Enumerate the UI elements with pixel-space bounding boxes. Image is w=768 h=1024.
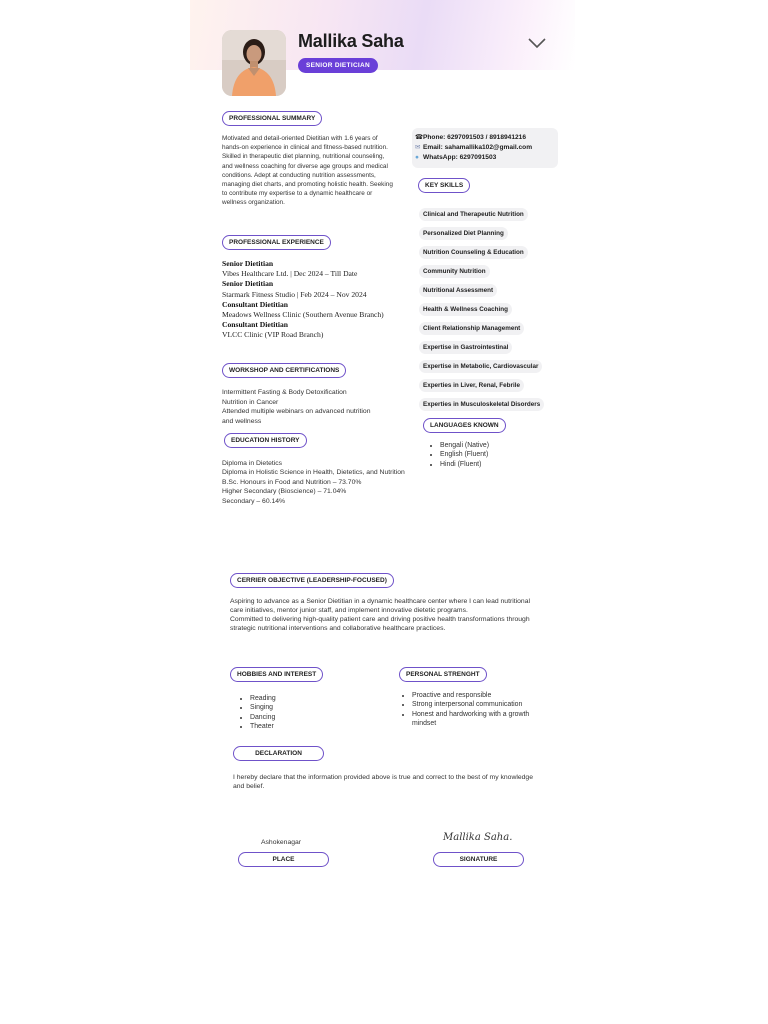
skill-label: Personalized Diet Planning: [419, 227, 508, 240]
contact-whatsapp-row: [415, 153, 555, 163]
languages-list: [430, 441, 489, 469]
experience-detail: Starmark Fitness Studio | Feb 2024 – Nov 2024: [222, 289, 367, 299]
education-item: Higher Secondary (Bioscience) – 71.04%: [222, 488, 347, 496]
workshop-list: [222, 388, 372, 426]
experience-list: [222, 259, 394, 341]
email-icon: ✉: [415, 144, 421, 151]
experience-role: Senior Dietitian: [222, 259, 274, 268]
strengths-list: [402, 691, 542, 729]
place-value: Ashokenagar: [261, 839, 302, 846]
skill-chip: [419, 222, 508, 240]
workshop-item: Attended multiple webinars on advanced nutrition and wellness: [222, 408, 371, 425]
workshop-heading: WORKSHOP AND CERTIFICATIONS: [222, 363, 346, 378]
experience-item: [222, 279, 394, 289]
skill-chip: [419, 279, 497, 297]
hobbies-list: [240, 694, 276, 732]
skill-label: Experties in Musculoskeletal Disorders: [419, 398, 544, 411]
skill-label: Client Relationship Management: [419, 322, 524, 335]
contact-email-row: [415, 143, 555, 153]
experience-detail: Meadows Wellness Clinic (Southern Avenue Branch): [222, 310, 384, 320]
hobby-item: • Reading: [250, 694, 276, 703]
skill-chip: [419, 374, 524, 392]
skill-label: Community Nutrition: [419, 265, 490, 278]
experience-detail: Vibes Healthcare Ltd. | Dec 2024 – Till Date: [222, 269, 358, 279]
job-title-badge: SENIOR DIETICIAN: [298, 58, 378, 73]
chevron-down-icon[interactable]: [528, 36, 546, 48]
phone-icon: ☎: [415, 134, 424, 141]
skill-chip: [419, 241, 528, 259]
skill-chip: [419, 260, 490, 278]
hobbies-heading: HOBBIES AND INTEREST: [230, 667, 323, 682]
objective-text: [230, 597, 542, 633]
strength-heading: PERSONAL STRENGHT: [399, 667, 487, 682]
strength-item: • Proactive and responsible: [412, 691, 542, 700]
skill-chip: [419, 393, 544, 411]
education-item: Secondary – 60.14%: [222, 497, 286, 505]
skill-chip: [419, 298, 512, 316]
contact-email[interactable]: Email: sahamallika102@gmail.com: [423, 144, 533, 151]
experience-item: [222, 300, 394, 310]
skill-label: Nutritional Assessment: [419, 284, 497, 297]
signature-label: SIGNATURE: [433, 852, 524, 867]
language-item: • English (Fluent): [440, 450, 489, 459]
experience-item: [222, 259, 394, 269]
experience-role: Consultant Dietitian: [222, 299, 289, 309]
contact-whatsapp[interactable]: WhatsApp: 6297091503: [423, 154, 497, 161]
hobby-item: • Theater: [250, 722, 276, 731]
workshop-item: Intermittent Fasting & Body Detoxification: [222, 389, 347, 396]
skill-chip: [419, 355, 542, 373]
declaration-text: I hereby declare that the information provided above is true and correct to the best of my knowledge and belief.: [233, 774, 533, 791]
contact-card: [412, 128, 558, 168]
skill-chip: [419, 203, 528, 221]
signature-image: Mallika Saha.: [443, 832, 513, 843]
objective-heading: CERRIER OBJECTIVE (LEADERSHIP-FOCUSED): [230, 573, 394, 588]
objective-paragraph: Aspiring to advance as a Senior Dietitian in a dynamic healthcare center where I can lead nutritional care initiatives, mentor junior staff, and implement innovative dietetic programs.: [230, 598, 530, 615]
experience-heading: PROFESSIONAL EXPERIENCE: [222, 235, 331, 250]
education-item: Diploma in Holistic Science in Health, Dietetics, and Nutrition: [222, 469, 405, 477]
hobby-item: • Singing: [250, 703, 276, 712]
skill-label: Experties in Liver, Renal, Febrile: [419, 379, 524, 392]
contact-phone[interactable]: Phone: 6297091503 / 8918941216: [423, 134, 527, 141]
skill-label: Expertise in Metabolic, Cardiovascular: [419, 360, 542, 373]
experience-detail: VLCC Clinic (VIP Road Branch): [222, 330, 324, 340]
skill-chip: [419, 336, 512, 354]
language-item: • Hindi (Fluent): [440, 460, 489, 469]
place-label: PLACE: [238, 852, 329, 867]
education-list: [222, 459, 452, 506]
skill-label: Health & Wellness Coaching: [419, 303, 512, 316]
strength-item: • Honest and hardworking with a growth mindset: [412, 710, 542, 729]
experience-role: Consultant Dietitian: [222, 320, 289, 330]
profile-photo: [222, 30, 286, 96]
skill-chip: [419, 317, 524, 335]
skills-heading: KEY SKILLS: [418, 178, 470, 193]
skill-label: Clinical and Therapeutic Nutrition: [419, 208, 528, 221]
workshop-item: Nutrition in Cancer: [222, 398, 279, 406]
objective-paragraph: Committed to delivering high-quality patient care and driving positive health transformations through strategic nutritional interventions and collaborative healthcare practices.: [230, 616, 530, 633]
skill-label: Nutrition Counseling & Education: [419, 246, 528, 259]
declaration-heading: DECLARATION: [233, 746, 324, 761]
education-heading: EDUCATION HISTORY: [224, 433, 307, 448]
contact-phone-row: [415, 133, 555, 143]
candidate-name: Mallika Saha: [298, 31, 404, 51]
experience-item: [222, 320, 394, 330]
strength-item: • Strong interpersonal communication: [412, 700, 542, 709]
hobby-item: • Dancing: [250, 713, 276, 722]
education-item: B.Sc. Honours in Food and Nutrition – 73.70%: [222, 478, 362, 486]
whatsapp-icon: ●: [415, 154, 419, 161]
summary-heading: PROFESSIONAL SUMMARY: [222, 111, 322, 126]
languages-heading: LANGUAGES KNOWN: [423, 418, 506, 433]
language-item: • Bengali (Native): [440, 441, 489, 450]
education-item: Diploma in Dietetics: [222, 460, 283, 467]
experience-role: Senior Dietitian: [222, 279, 274, 289]
skill-label: Expertise in Gastrointestinal: [419, 341, 512, 354]
summary-text: Motivated and detail-oriented Dietitian with 1.6 years of hands-on experience in clinical and fitness-based nutrition. Skilled in therapeutic diet planning, nutritional counseling, and wellness coaching for diverse age groups and medical conditions. Adept at conducting nutrition assessments, managing diet charts, and promoting holistic health. Seeking to contribute my expertise to a dynamic healthcare or wellness organization.: [222, 135, 393, 207]
